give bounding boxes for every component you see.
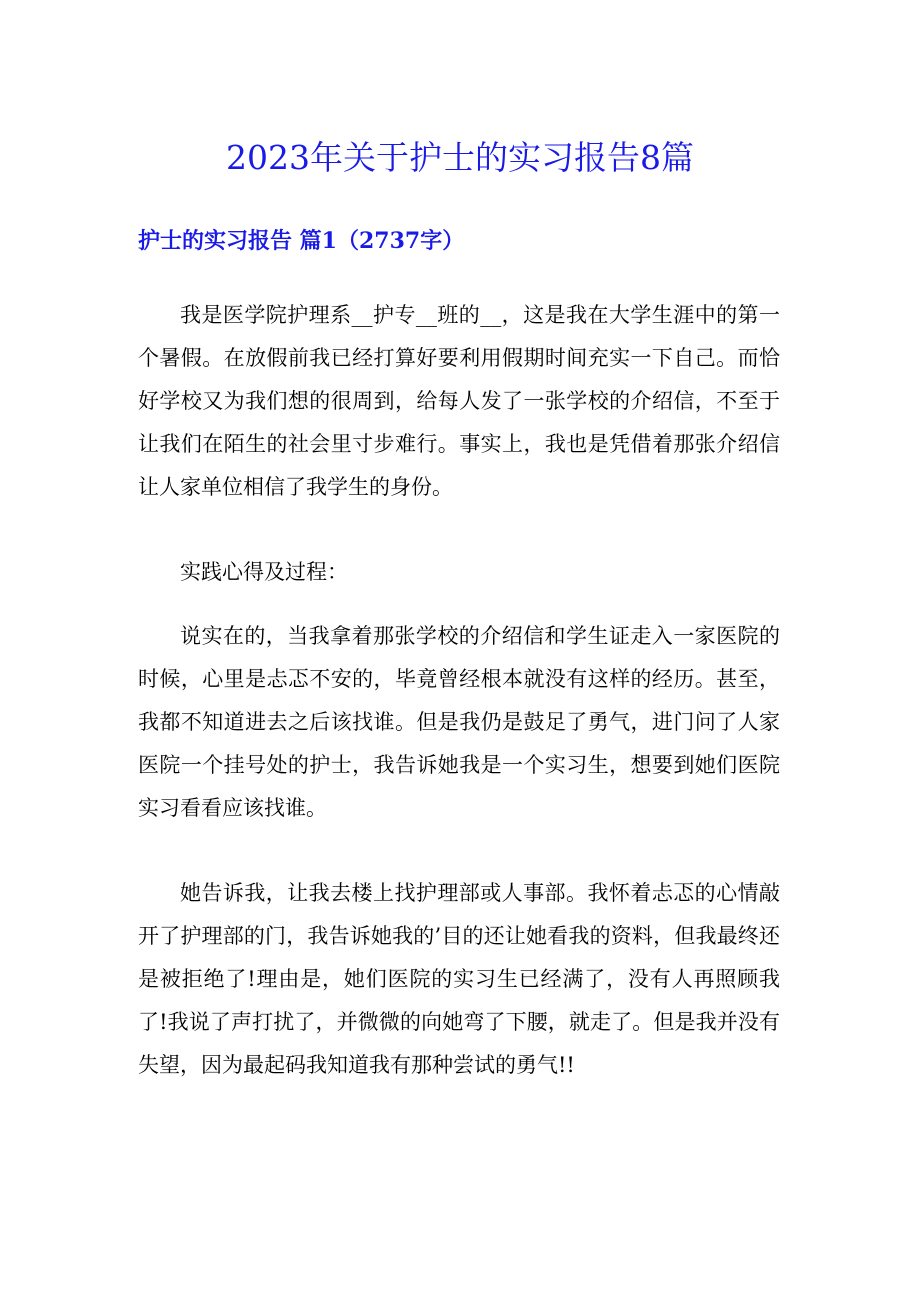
- paragraph-subheading: 实践心得及过程：: [180, 560, 348, 584]
- paragraph-rejection: 她告诉我，让我去楼上找护理部或人事部。我怀着忐忑的心情敲开了护理部的门，我告诉她我的’目的还让她看我的资料，但我最终还是被拒绝了!理由是，她们医院的实习生已经满了，没有人再照顾我了!我说了声打扰了，并微微的向她弯了下腰，就走了。但是我并没有失望，因为最起码我知道我有那种尝试的勇气!!: [138, 881, 780, 1077]
- paragraph-hospital-visit: 说实在的，当我拿着那张学校的介绍信和学生证走入一家医院的时候，心里是忐忑不安的，毕竟曾经根本就没有这样的经历。甚至，我都不知道进去之后该找谁。但是我仍是鼓足了勇气，进门问了人家医院一个挂号处的护士，我告诉她我是一个实习生，想要到她们医院实习看看应该找谁。: [138, 624, 780, 820]
- section-heading: 护士的实习报告 篇1（2737字）: [138, 228, 465, 254]
- paragraph-intro: 我是医学院护理系__护专__班的__，这是我在大学生涯中的第一个暑假。在放假前我已经打算好要利用假期时间充实一下自己。而恰好学校又为我们想的很周到，给每人发了一张学校的介绍信，不至于让我们在陌生的社会里寸步难行。事实上，我也是凭借着那张介绍信让人家单位相信了我学生的身份。: [138, 303, 780, 499]
- document-title: 2023年关于护士的实习报告8篇: [226, 138, 694, 177]
